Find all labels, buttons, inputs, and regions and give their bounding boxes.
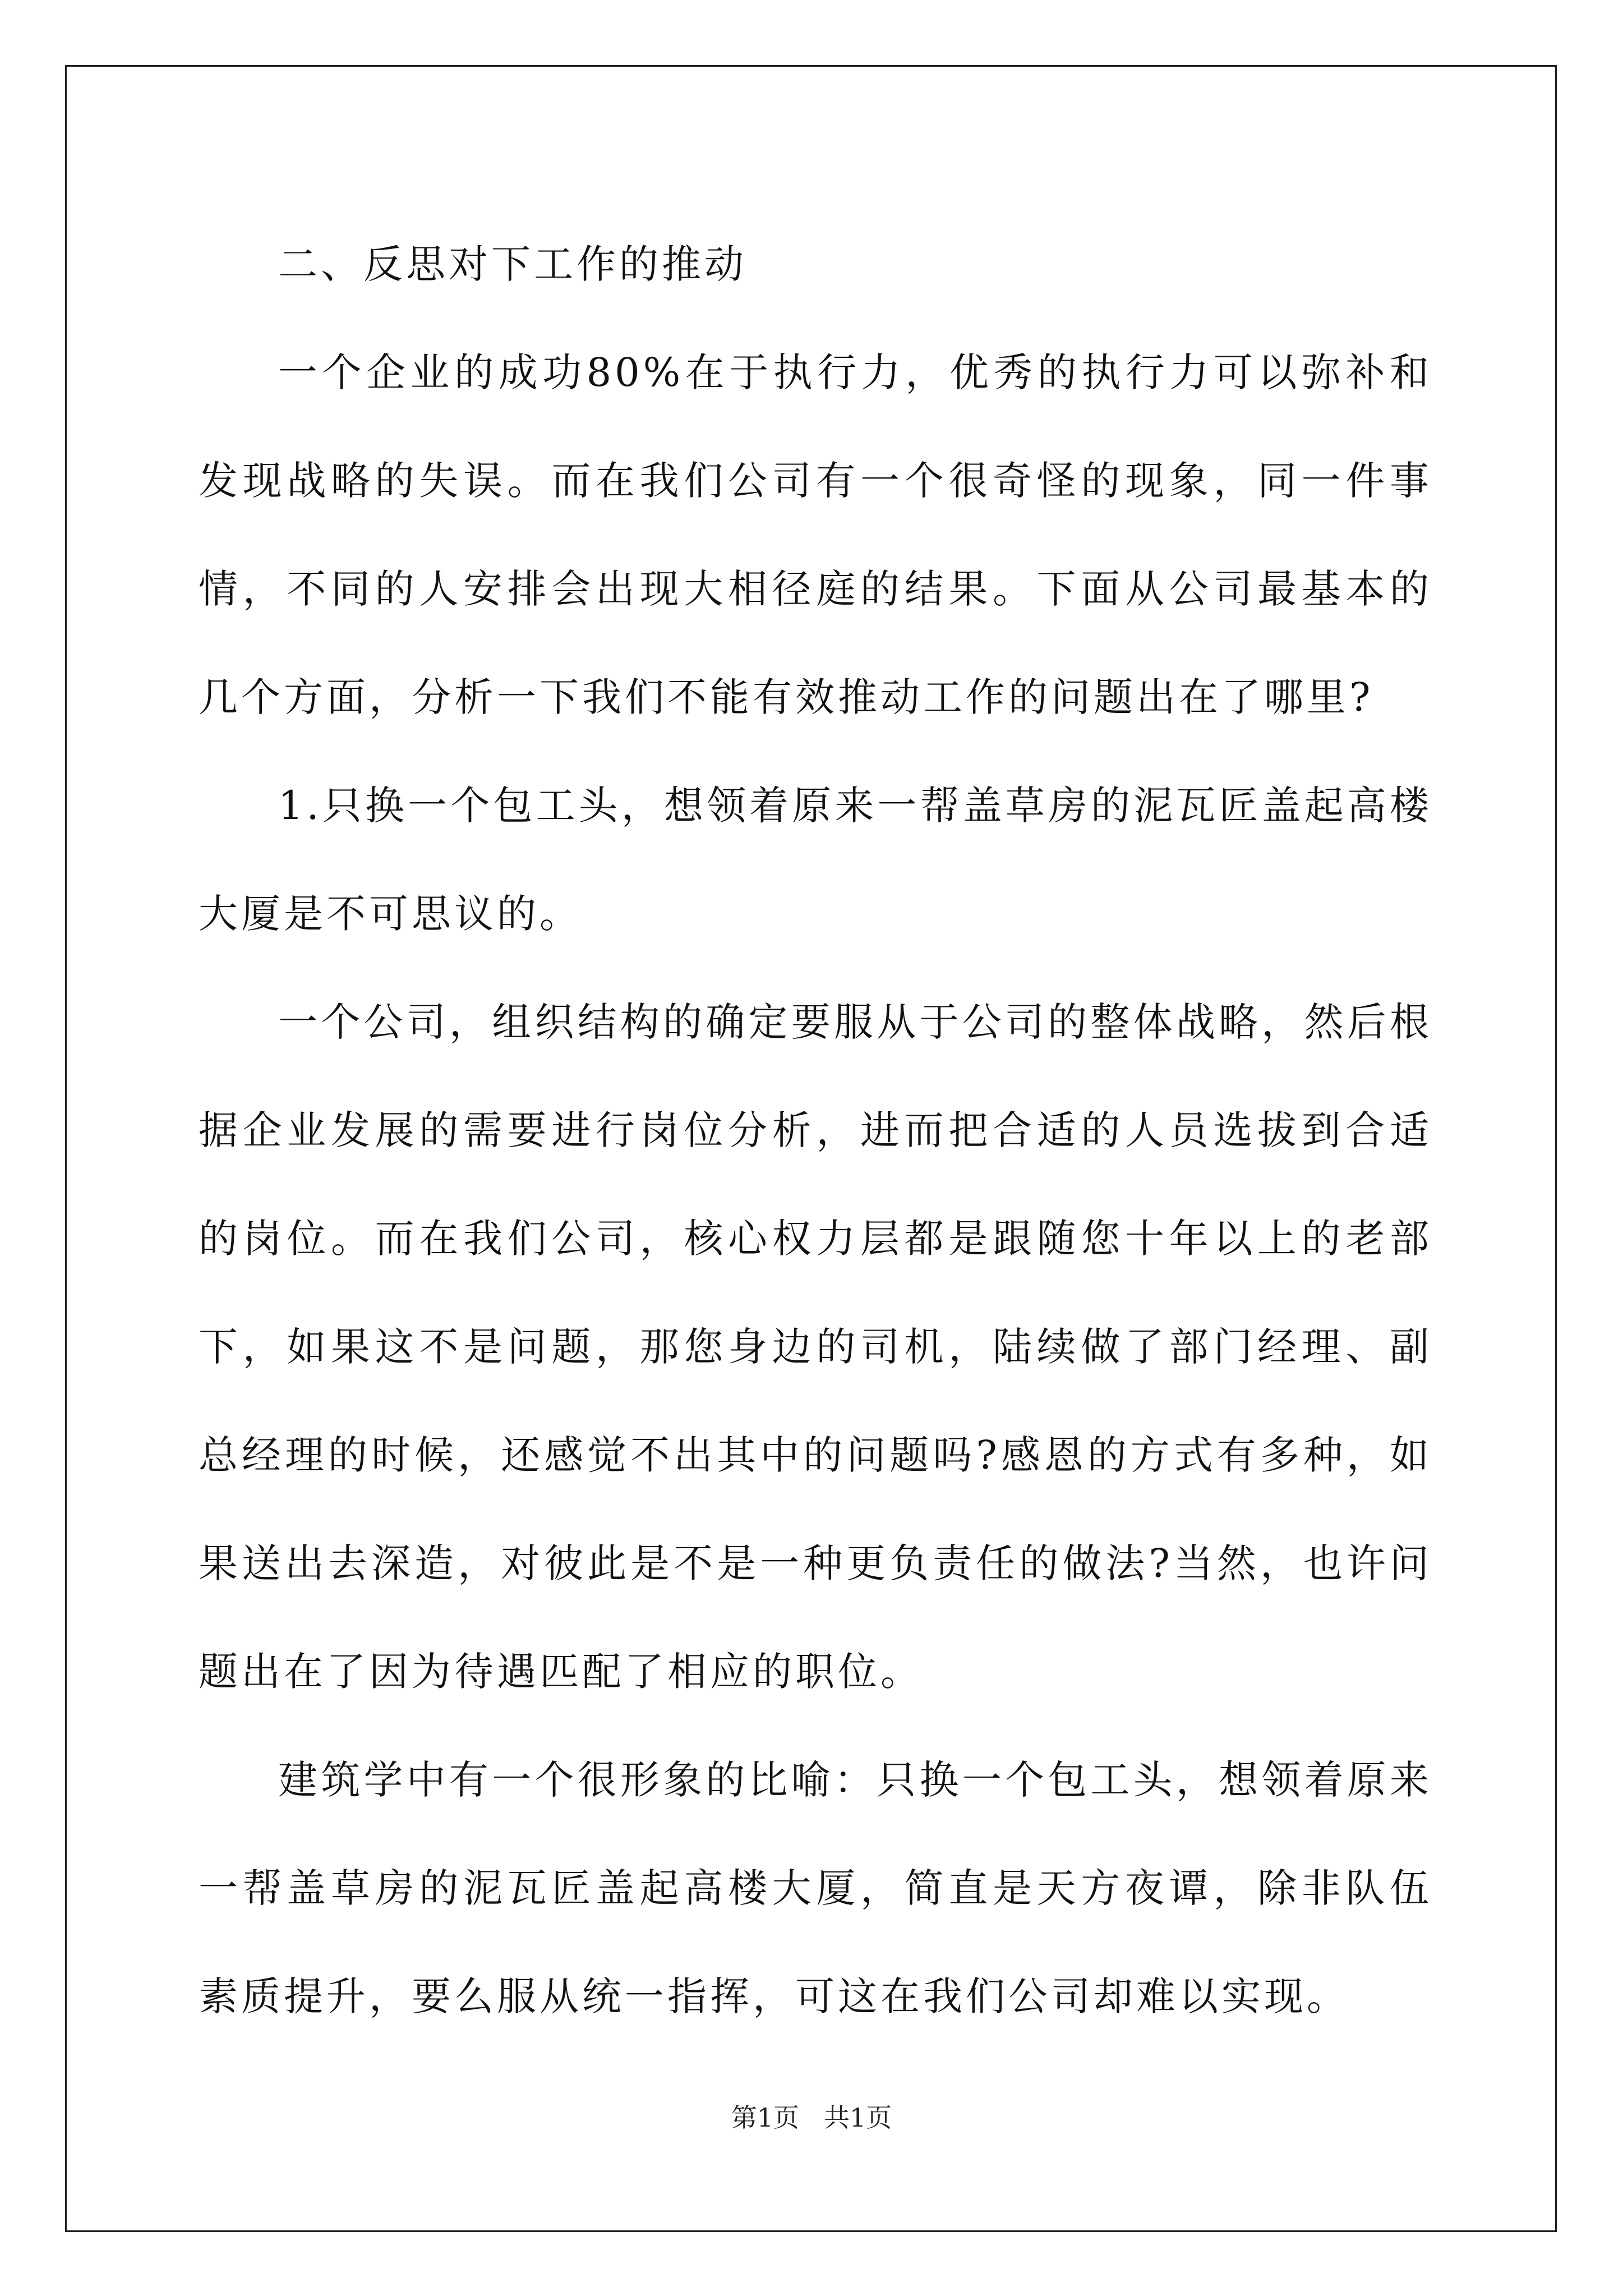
paragraph-4: 建筑学中有一个很形象的比喻：只换一个包工头，想领着原来一帮盖草房的泥瓦匠盖起高楼大厦，简直是天方夜谭，除非队伍素质提升，要么服从统一指挥，可这在我们公司却难以实现。	[199, 1757, 1432, 2019]
paragraph-2: 1.只换一个包工头，想领着原来一帮盖草房的泥瓦匠盖起高楼大厦是不可思议的。	[199, 783, 1432, 937]
paragraph-1: 一个企业的成功80%在于执行力，优秀的执行力可以弥补和发现战略的失误。而在我们公司有一个很奇怪的现象，同一件事情，不同的人安排会出现大相径庭的结果。下面从公司最基本的几个方面，分析一下我们不能有效推动工作的问题出在了哪里?	[199, 349, 1432, 720]
paragraph-3: 一个公司，组织结构的确定要服从于公司的整体战略，然后根据企业发展的需要进行岗位分析，进而把合适的人员选拔到合适的岗位。而在我们公司，核心权力层都是跟随您十年以上的老部下，如果这不是问题，那您身边的司机，陆续做了部门经理、副总经理的时候，还感觉不出其中的问题吗?感恩的方式有多种，如果送出去深造，对彼此是不是一种更负责任的做法?当然，也许问题出在了因为待遇匹配了相应的职位。	[199, 999, 1432, 1695]
document-body	[199, 210, 1432, 2051]
page-number: 第1页	[731, 2102, 799, 2133]
page-total: 共1页	[824, 2102, 892, 2133]
page-footer	[0, 2101, 1623, 2134]
section-heading: 二、反思对下工作的推动	[278, 241, 747, 287]
